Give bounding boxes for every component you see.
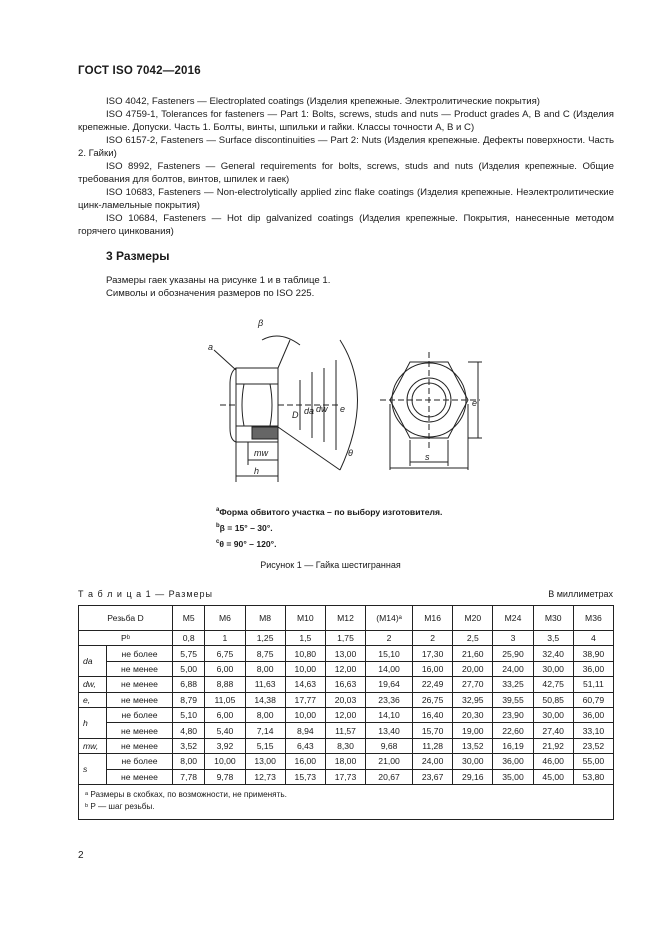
table-cell: 5,10 [173, 707, 205, 722]
reference-item: ISO 4759-1, Tolerances for fasteners — Part 1: Bolts, screws, studs and nuts — Product grades A, B and C (Изделия крепежные. Допуски. Часть 1. Болты, винты, шпильки и гайки. Классы точности A, B и C) [78, 109, 614, 133]
table-cell: 33,10 [573, 723, 613, 738]
table-cell: 53,80 [573, 769, 613, 784]
table-cell: 12,73 [245, 769, 285, 784]
table-cell: 32,95 [453, 692, 493, 707]
table-cell: 36,00 [493, 754, 533, 769]
table-cell: 19,00 [453, 723, 493, 738]
table-row [79, 646, 614, 661]
header-size: (M14)ᵃ [366, 606, 413, 631]
table-cell: 9,68 [366, 738, 413, 753]
table-row [79, 661, 614, 676]
header-thread: Резьба D [79, 606, 173, 631]
table-cell: 23,36 [366, 692, 413, 707]
table-cell: 21,00 [366, 754, 413, 769]
table-row [79, 692, 614, 707]
table-cell: 42,75 [533, 677, 573, 692]
table-cell: 5,75 [173, 646, 205, 661]
label-e-side: e [340, 404, 346, 414]
table-cell: 51,11 [573, 677, 613, 692]
label-dw: dw [316, 404, 328, 414]
table-cell: 30,00 [533, 707, 573, 722]
table-cell: 55,00 [573, 754, 613, 769]
table-cell: 1,25 [245, 631, 285, 646]
table-cell: 18,00 [325, 754, 365, 769]
table-cell: 5,00 [173, 661, 205, 676]
table-cell: 2 [366, 631, 413, 646]
table-cell: 45,00 [533, 769, 573, 784]
row-qualifier: не менее [107, 692, 173, 707]
table-cell: 16,19 [493, 738, 533, 753]
table-cell: 27,40 [533, 723, 573, 738]
table-cell: 20,30 [453, 707, 493, 722]
table-cell: 10,00 [285, 707, 325, 722]
table-cell: 3 [493, 631, 533, 646]
table-cell: 8,79 [173, 692, 205, 707]
table-cell: 25,90 [493, 646, 533, 661]
table-cell: 10,00 [205, 754, 245, 769]
table-cell: 6,88 [173, 677, 205, 692]
row-symbol: Pᵇ [79, 631, 173, 646]
table-cell: 24,00 [413, 754, 453, 769]
table-caption: Т а б л и ц а 1 — Размеры [78, 589, 214, 599]
table-footnote-row [79, 784, 614, 819]
reference-item: ISO 6157-2, Fasteners — Surface discontinuities — Part 2: Nuts (Изделия крепежные. Дефекты поверхности. Часть 2. Гайки) [78, 135, 614, 159]
table-cell: 30,00 [533, 661, 573, 676]
table-cell: 22,60 [493, 723, 533, 738]
row-qualifier: не менее [107, 738, 173, 753]
table-cell: 8,75 [245, 646, 285, 661]
table-cell: 36,00 [573, 661, 613, 676]
table-cell: 3,52 [173, 738, 205, 753]
table-cell: 4,80 [173, 723, 205, 738]
figure-caption: Рисунок 1 — Гайка шестигранная [260, 560, 401, 570]
table-cell: 14,00 [366, 661, 413, 676]
table-row [79, 707, 614, 722]
table-cell: 46,00 [533, 754, 573, 769]
table-cell: 5,40 [205, 723, 245, 738]
table-header-row [79, 606, 614, 631]
label-s: s [425, 452, 430, 462]
standard-header: ГОСТ ISO 7042—2016 [78, 65, 201, 77]
reference-item: ISO 8992, Fasteners — General requirements for bolts, screws, studs and nuts (Изделия крепежные. Общие требования для болтов, винтов, шпилек и гаек) [78, 161, 614, 185]
table-cell: 13,00 [325, 646, 365, 661]
table-cell: 0,8 [173, 631, 205, 646]
table-cell: 17,30 [413, 646, 453, 661]
table-cell: 7,78 [173, 769, 205, 784]
table-cell: 3,5 [533, 631, 573, 646]
table-cell: 6,43 [285, 738, 325, 753]
table-cell: 16,00 [413, 661, 453, 676]
table-cell: 2,5 [453, 631, 493, 646]
insert-hatch [252, 427, 278, 439]
table-cell: 10,80 [285, 646, 325, 661]
header-size: M6 [205, 606, 245, 631]
figure-note: $^c$θ = 90° – 120°. [216, 538, 277, 549]
reference-item: ISO 10684, Fasteners — Hot dip galvanized coatings (Изделия крепежные. Покрытия, нанесенные методом горячего цинкования) [78, 213, 614, 237]
row-symbol: s [79, 754, 107, 785]
table-cell: 12,00 [325, 661, 365, 676]
table-cell: 6,75 [205, 646, 245, 661]
table-cell: 4 [573, 631, 613, 646]
table-cell: 20,00 [453, 661, 493, 676]
row-qualifier: не менее [107, 677, 173, 692]
header-size: M10 [285, 606, 325, 631]
table-cell: 50,85 [533, 692, 573, 707]
page-number: 2 [78, 850, 84, 861]
table-cell: 60,79 [573, 692, 613, 707]
figure-note: $^b$β = 15° – 30°. [216, 522, 273, 533]
table-cell: 9,78 [205, 769, 245, 784]
label-e-front: e [472, 398, 478, 408]
table-cell: 23,67 [413, 769, 453, 784]
table-cell: 5,15 [245, 738, 285, 753]
table-cell: 2 [413, 631, 453, 646]
table-cell: 6,00 [205, 707, 245, 722]
table-cell: 12,00 [325, 707, 365, 722]
table-cell: 13,40 [366, 723, 413, 738]
label-mw: mw [254, 448, 268, 458]
figure-notes [216, 503, 442, 551]
label-da: da [304, 406, 315, 416]
table-cell: 21,60 [453, 646, 493, 661]
table-cell: 24,00 [493, 661, 533, 676]
table-cell: 17,77 [285, 692, 325, 707]
table-cell: 23,52 [573, 738, 613, 753]
reference-item: ISO 4042, Fasteners — Electroplated coatings (Изделия крепежные. Электролитические покрытия) [106, 96, 540, 107]
table-cell: 21,92 [533, 738, 573, 753]
table-cell: 11,57 [325, 723, 365, 738]
table-cell: 8,88 [205, 677, 245, 692]
row-symbol: da [79, 646, 107, 677]
table-cell: 23,90 [493, 707, 533, 722]
table-cell: 22,49 [413, 677, 453, 692]
table-cell: 15,73 [285, 769, 325, 784]
table-cell: 14,38 [245, 692, 285, 707]
row-symbol: h [79, 707, 107, 738]
nut-drawing [200, 300, 500, 490]
table-cell: 16,00 [285, 754, 325, 769]
table-cell: 8,00 [245, 707, 285, 722]
header-size: M30 [533, 606, 573, 631]
table-cell: 29,16 [453, 769, 493, 784]
table-footnote: ᵃ Размеры в скобках, по возможности, не применять. [85, 789, 287, 799]
table-cell: 16,63 [325, 677, 365, 692]
table-cell: 8,00 [245, 661, 285, 676]
table-row [79, 677, 614, 692]
row-symbol: dw, [79, 677, 107, 692]
table-cell: 1,75 [325, 631, 365, 646]
table-cell: 13,52 [453, 738, 493, 753]
label-h: h [254, 466, 260, 476]
references-list [78, 95, 614, 238]
table-cell: 35,00 [493, 769, 533, 784]
row-qualifier: не более [107, 754, 173, 769]
table-cell: 11,63 [245, 677, 285, 692]
reference-item: ISO 10683, Fasteners — Non-electrolytically applied zinc flake coatings (Изделия крепежные. Неэлектролитические цинк-ламельные покрытия) [78, 187, 614, 211]
section-intro [106, 274, 330, 300]
row-qualifier: не менее [107, 723, 173, 738]
label-D: D [292, 410, 299, 420]
table-cell: 8,94 [285, 723, 325, 738]
table-row [79, 769, 614, 784]
header-size: M16 [413, 606, 453, 631]
header-size: M12 [325, 606, 365, 631]
row-symbol: e, [79, 692, 107, 707]
table-cell: 1,5 [285, 631, 325, 646]
table-cell: 26,75 [413, 692, 453, 707]
table-cell: 14,10 [366, 707, 413, 722]
row-symbol: mw, [79, 738, 107, 753]
row-qualifier: не менее [107, 769, 173, 784]
row-qualifier: не более [107, 646, 173, 661]
table-cell: 15,10 [366, 646, 413, 661]
label-beta: β [258, 318, 264, 328]
table-footnotes [79, 784, 614, 819]
table-cell: 20,03 [325, 692, 365, 707]
table-cell: 19,64 [366, 677, 413, 692]
table-cell: 10,00 [285, 661, 325, 676]
intro-line: Размеры гаек указаны на рисунке 1 и в таблице 1. [106, 275, 331, 286]
label-a: a [208, 342, 214, 352]
row-qualifier: не более [107, 707, 173, 722]
table-cell: 27,70 [453, 677, 493, 692]
table-cell: 16,40 [413, 707, 453, 722]
table-cell: 39,55 [493, 692, 533, 707]
intro-line: Символы и обозначения размеров по ISO 225. [106, 288, 315, 299]
table-footnote: ᵇ P — шаг резьбы. [85, 801, 155, 811]
table-row [79, 754, 614, 769]
table-cell: 33,25 [493, 677, 533, 692]
table-row [79, 723, 614, 738]
table-cell: 38,90 [573, 646, 613, 661]
header-size: M20 [453, 606, 493, 631]
table-cell: 30,00 [453, 754, 493, 769]
table-row [79, 631, 614, 646]
table-cell: 8,30 [325, 738, 365, 753]
table-cell: 11,05 [205, 692, 245, 707]
nut-drawing-svg [200, 300, 500, 490]
figure-note: $^a$Форма обвитого участка – по выбору изготовителя. [216, 506, 443, 517]
table-cell: 7,14 [245, 723, 285, 738]
table-cell: 32,40 [533, 646, 573, 661]
section-title: 3 Размеры [106, 249, 170, 263]
table-units: В миллиметрах [548, 589, 613, 599]
table-cell: 8,00 [173, 754, 205, 769]
header-size: M8 [245, 606, 285, 631]
table-cell: 3,92 [205, 738, 245, 753]
label-theta: θ [348, 448, 353, 458]
table-cell: 36,00 [573, 707, 613, 722]
table-cell: 13,00 [245, 754, 285, 769]
table-cell: 14,63 [285, 677, 325, 692]
header-size: M24 [493, 606, 533, 631]
header-size: M5 [173, 606, 205, 631]
row-qualifier: не менее [107, 661, 173, 676]
header-size: M36 [573, 606, 613, 631]
table-cell: 1 [205, 631, 245, 646]
table-cell: 11,28 [413, 738, 453, 753]
dimensions-table [78, 605, 614, 820]
table-cell: 17,73 [325, 769, 365, 784]
table-cell: 15,70 [413, 723, 453, 738]
table-cell: 6,00 [205, 661, 245, 676]
table-cell: 20,67 [366, 769, 413, 784]
table-row [79, 738, 614, 753]
